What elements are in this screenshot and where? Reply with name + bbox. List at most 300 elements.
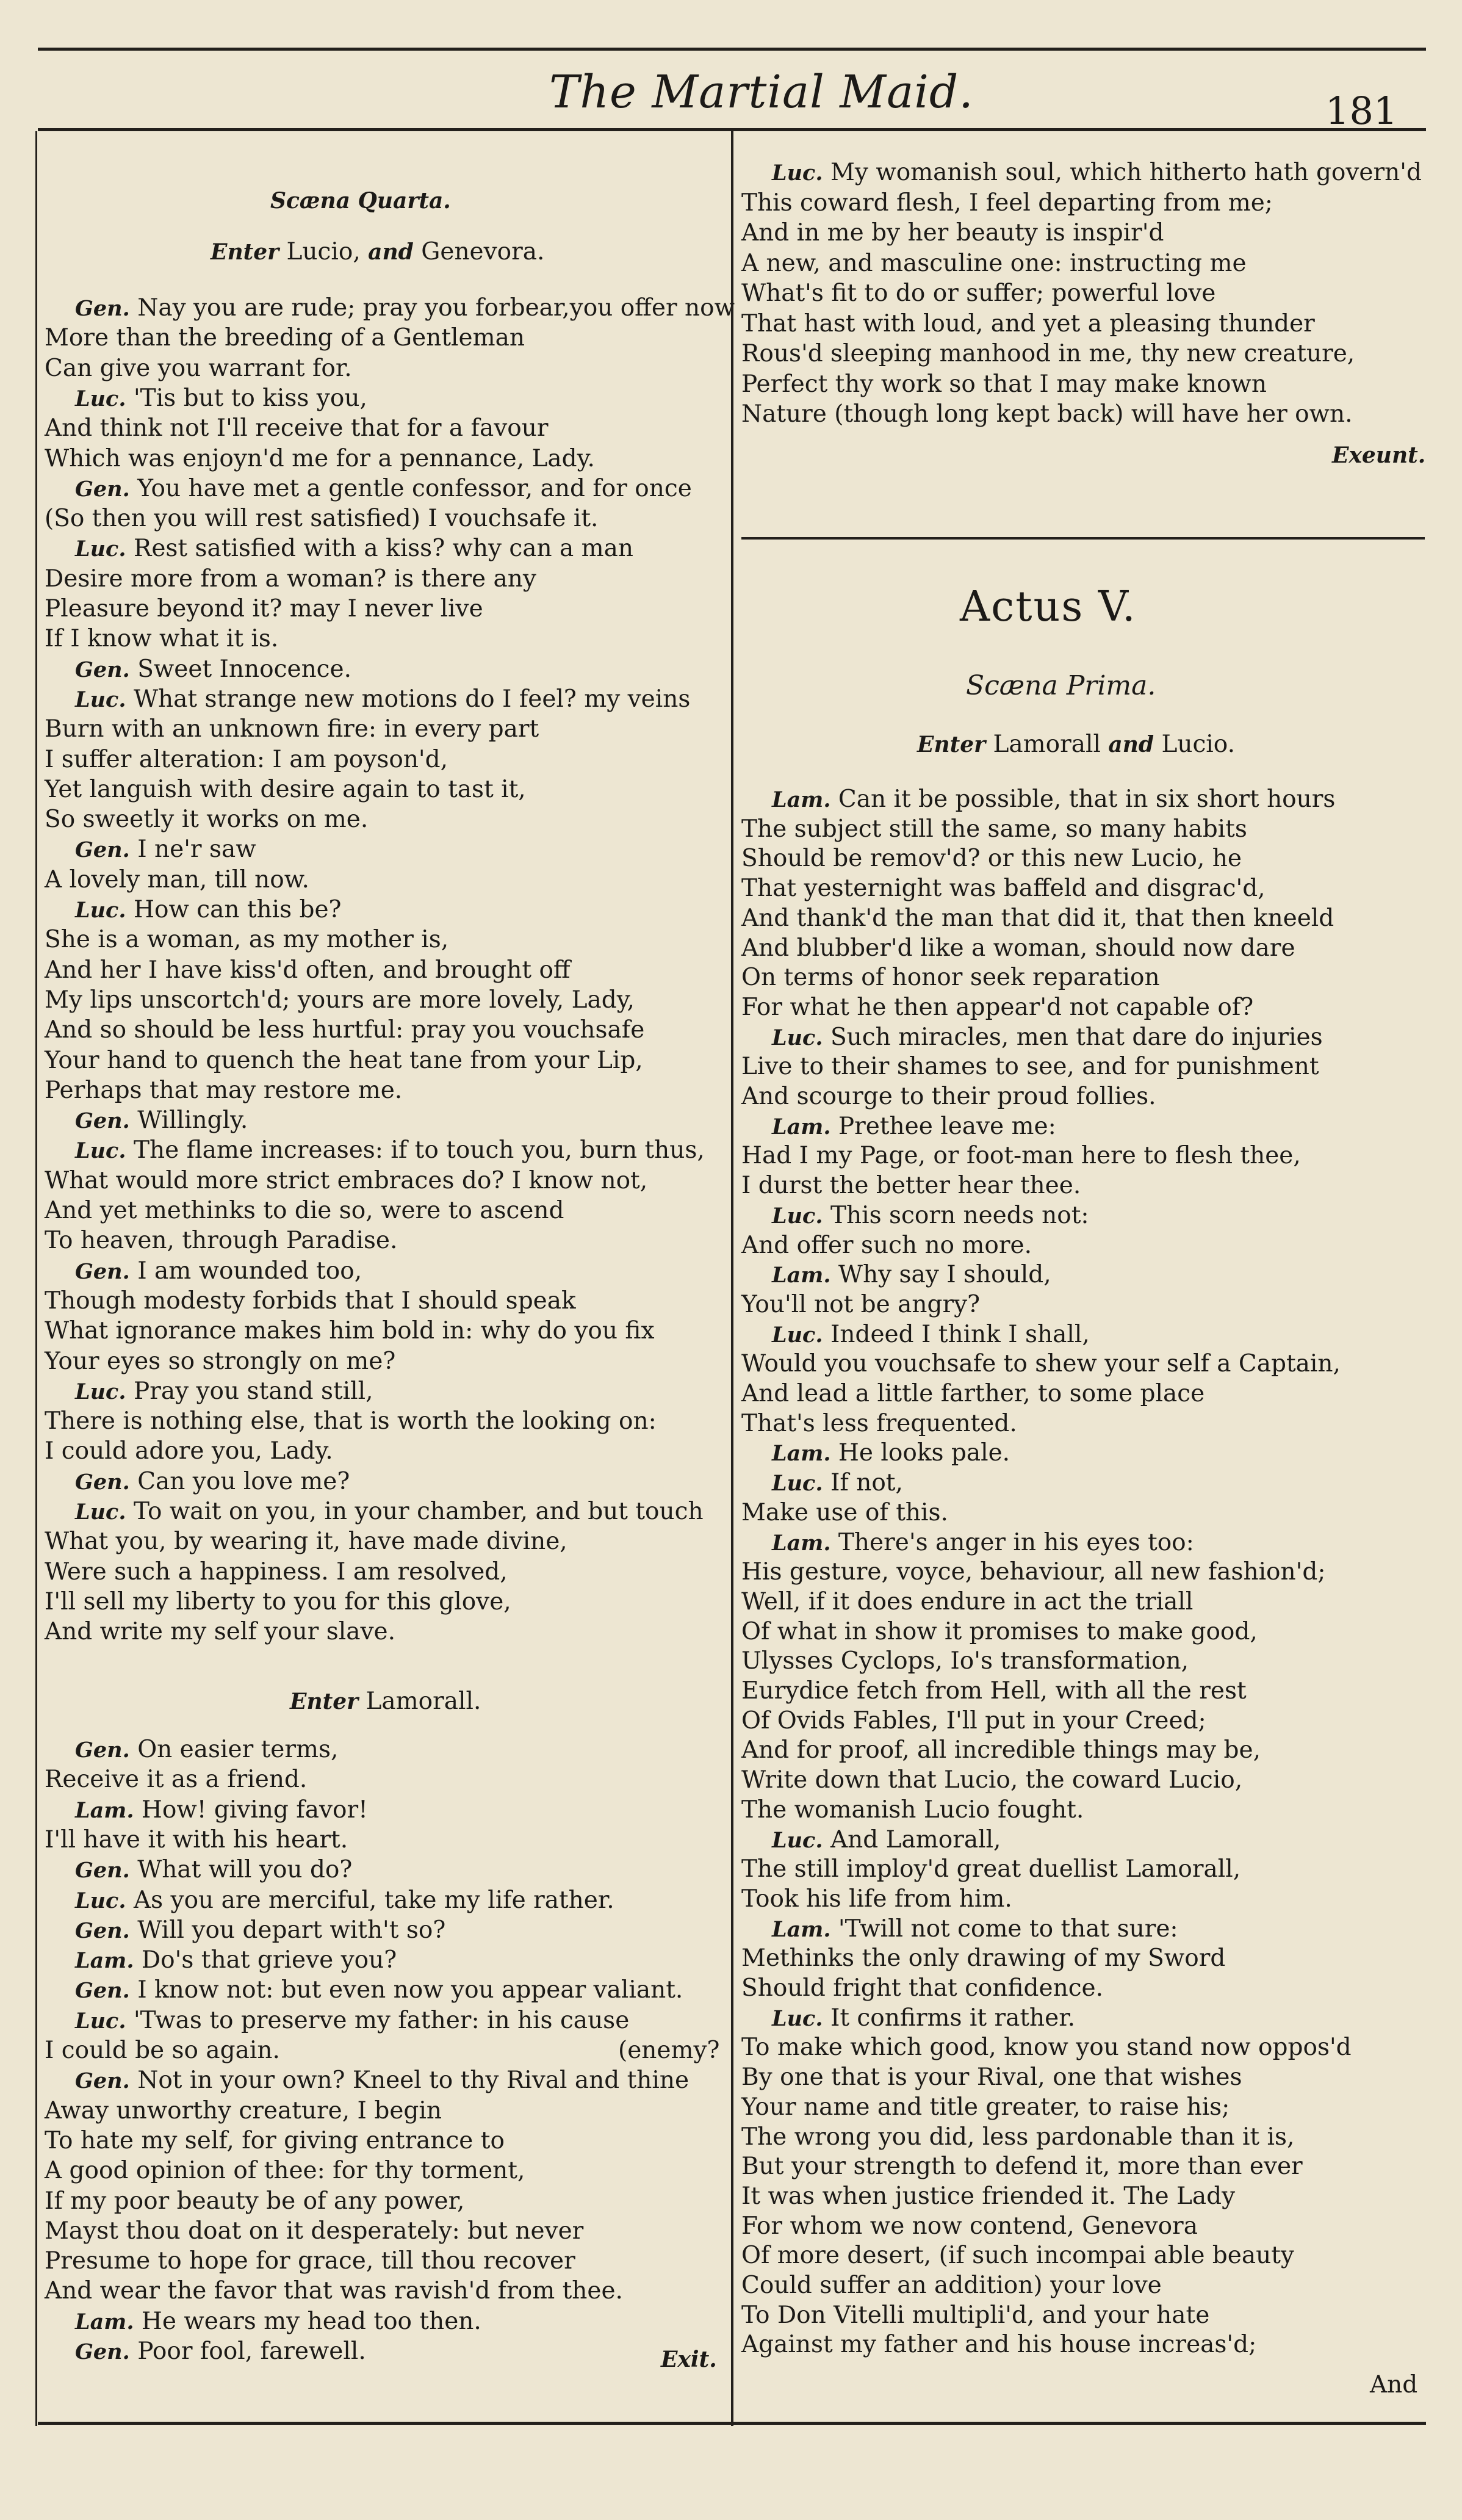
verse-line <box>741 992 1253 1023</box>
line-text: What you, by wearing it, have made divine, <box>45 1528 567 1556</box>
verse-line <box>45 1316 654 1346</box>
line-text: How can this be? <box>126 896 342 923</box>
line-text: The still imploy'd great duellist Lamorall, <box>741 1855 1241 1883</box>
line-text: I'll sell my liberty to you for this glove, <box>45 1587 511 1616</box>
speaker-label: Luc. <box>75 536 126 562</box>
turnover-text: (enemy? <box>618 2037 720 2064</box>
verse-line <box>45 444 595 474</box>
verse-line <box>45 804 368 835</box>
scene-heading-right: Scæna Prima. <box>966 670 1156 701</box>
line-text: To Don Vitelli multipli'd, and your hate <box>741 2301 1210 2329</box>
speaker-label: Lam. <box>772 1530 831 1556</box>
left-margin-rule <box>35 131 37 2426</box>
speaker-label: Luc. <box>75 1379 126 1404</box>
verse-line <box>75 1135 705 1166</box>
verse-line <box>741 1409 1017 1439</box>
speaker-label: Gen. <box>75 1738 130 1763</box>
verse-line <box>772 1022 1323 1053</box>
line-text: Mayst thou doat on it desperately: but never <box>45 2217 584 2245</box>
verse-line <box>75 1376 373 1407</box>
line-text: Prethee leave me: <box>830 1112 1056 1140</box>
verse-line <box>741 1884 1012 1915</box>
verse-line <box>741 962 1160 993</box>
line-text: Burn with an unknown fire: in every part <box>45 715 539 743</box>
verse-line <box>741 873 1266 904</box>
line-text: And for proof, all incredible things may be, <box>741 1736 1261 1764</box>
line-text: Indeed I think I shall, <box>823 1320 1090 1348</box>
verse-line <box>45 2035 720 2066</box>
verse-line <box>75 1735 338 1766</box>
verse-line <box>75 1915 445 1946</box>
line-text: Do's that grieve you? <box>134 1946 397 1974</box>
line-text: I suffer alteration: I am poyson'd, <box>45 745 448 773</box>
speaker-label: Gen. <box>75 657 130 682</box>
line-text: What ignorance makes him bold in: why do you fix <box>45 1317 655 1345</box>
verse-line <box>75 654 351 685</box>
line-text: And blubber'd like a woman, should now dare <box>741 934 1295 962</box>
verse-line <box>45 985 635 1016</box>
verse-line <box>75 1496 704 1528</box>
verse-line <box>45 1015 644 1045</box>
line-text: Live to their shames to see, and for punishment <box>741 1053 1319 1081</box>
line-text: Nay you are rude; pray you forbear,you offer now <box>129 294 735 322</box>
verse-line <box>75 834 256 865</box>
line-text: That hast with loud, and yet a pleasing thunder <box>741 309 1315 338</box>
line-text: This scorn needs not: <box>823 1201 1089 1229</box>
line-text: How! giving favor! <box>134 1796 368 1824</box>
verse-line <box>75 1975 683 2006</box>
line-text: Of Ovids Fables, I'll put in your Creed; <box>741 1706 1206 1735</box>
line-text: To wait on you, in your chamber, and but touch <box>126 1498 704 1525</box>
line-text: If not, <box>823 1469 903 1497</box>
verse-line <box>45 1166 647 1196</box>
line-text: To hate my self, for giving entrance to <box>45 2126 505 2154</box>
line-text: Pray you stand still, <box>126 1377 373 1405</box>
enter-names-right: Lamorall <box>985 731 1109 758</box>
speaker-label: Gen. <box>75 296 130 321</box>
line-text: And yet methinks to die so, were to ascend <box>45 1197 564 1224</box>
line-text: A new, and masculine one: instructing me <box>741 249 1247 277</box>
verse-line <box>75 293 735 324</box>
line-text: (So then you will rest satisfied) I vouchsafe it. <box>45 505 599 533</box>
exeunt-direction: Exeunt. <box>1332 442 1426 468</box>
line-text: And write my self your slave. <box>45 1618 396 1646</box>
verse-line <box>45 594 483 624</box>
verse-line <box>75 684 690 715</box>
speaker-label: Luc. <box>75 1500 126 1525</box>
verse-line <box>741 2211 1198 2242</box>
line-text: She is a woman, as my mother is, <box>45 926 449 954</box>
verse-line <box>45 1764 307 1795</box>
scene-heading: Scæna Quarta. <box>270 188 451 214</box>
verse-line <box>741 1706 1206 1736</box>
verse-line <box>75 383 367 414</box>
line-text: And Lamorall, <box>823 1825 1001 1854</box>
speaker-label: Lam. <box>772 1441 831 1467</box>
line-text: Had I my Page, or foot-man here to flesh thee, <box>741 1142 1301 1170</box>
verse-line <box>741 814 1247 845</box>
verse-line <box>75 1467 350 1498</box>
verse-line <box>45 1196 564 1226</box>
speaker-label: Luc. <box>75 386 126 411</box>
exit-direction: Exit. <box>661 2347 717 2372</box>
stage-direction-enter-right <box>917 731 1235 758</box>
line-text: Your name and title greater, to raise his; <box>741 2093 1230 2121</box>
verse-line <box>741 2122 1294 2153</box>
verse-line <box>741 399 1353 430</box>
line-text: Ulysses Cyclops, Io's transformation, <box>741 1647 1189 1675</box>
right-column <box>741 0 1425 2520</box>
verse-line <box>772 1528 1194 1559</box>
verse-line <box>45 2126 505 2156</box>
line-text: And wear the favor that was ravish'd from thee. <box>45 2277 623 2305</box>
verse-line <box>45 774 526 805</box>
verse-line <box>45 745 448 775</box>
line-text: The subject still the same, so many habits <box>741 815 1247 843</box>
line-text: On terms of honor seek reparation <box>741 964 1160 992</box>
speaker-label: Gen. <box>75 476 130 502</box>
speaker-label: Gen. <box>75 1258 130 1284</box>
line-text: Receive it as a friend. <box>45 1766 308 1794</box>
verse-line <box>45 413 549 444</box>
speaker-label: Gen. <box>75 1858 130 1883</box>
line-text: More than the breeding of a Gentleman <box>45 324 525 352</box>
speaker-label: Gen. <box>75 1469 130 1495</box>
line-text: Your hand to quench the heat tane from your Lip, <box>45 1046 643 1074</box>
page-number: 181 <box>1325 88 1398 133</box>
verse-line <box>75 474 692 505</box>
verse-line <box>772 784 1335 815</box>
line-text: Rous'd sleeping manhood in me, thy new creature, <box>741 340 1355 367</box>
verse-line <box>45 1587 511 1617</box>
column-divider <box>731 131 733 2426</box>
speaker-label: Gen. <box>75 1918 130 1943</box>
verse-line <box>45 955 571 986</box>
line-text: I know not: but even now you appear valiant. <box>129 1976 683 2004</box>
verse-line <box>45 1226 397 1256</box>
verse-line <box>741 2151 1303 2182</box>
enter-names: Lucio, <box>279 238 369 265</box>
speaker-label: Lam. <box>75 1797 134 1823</box>
line-text: Such miracles, men that dare do injuries <box>823 1023 1323 1051</box>
verse-line <box>741 1081 1156 1112</box>
speaker-label: Luc. <box>772 1322 823 1348</box>
verse-line <box>741 1973 1103 2004</box>
speaker-label: Lam. <box>75 2309 134 2334</box>
verse-line <box>741 339 1355 369</box>
enter-word-right: Enter <box>917 732 986 757</box>
speaker-label: Luc. <box>772 2006 823 2031</box>
line-text: And offer such no more. <box>741 1231 1032 1259</box>
verse-line <box>75 1795 368 1826</box>
verse-line <box>75 1885 614 1916</box>
line-text: Pleasure beyond it? may I never live <box>45 595 483 623</box>
verse-line <box>772 1438 1010 1469</box>
line-text: It confirms it rather. <box>823 2004 1075 2032</box>
line-text: What would more strict embraces do? I know not, <box>45 1166 648 1194</box>
line-text: That yesternight was baffeld and disgrac'd, <box>741 875 1266 903</box>
line-text: It was when justice friended it. The Lady <box>741 2182 1236 2210</box>
act-heading: Actus V. <box>960 583 1137 631</box>
verse-line <box>741 2032 1352 2063</box>
verse-line <box>741 2092 1230 2123</box>
verse-line <box>45 1526 567 1557</box>
line-text: Perfect thy work so that I may make known <box>741 370 1267 398</box>
speaker-label: Gen. <box>75 2068 130 2094</box>
line-text: You'll not be angry? <box>741 1290 981 1318</box>
speaker-label: Gen. <box>75 837 130 863</box>
verse-line <box>45 1346 395 1377</box>
line-text: There's anger in his eyes too: <box>830 1528 1194 1556</box>
line-text: A good opinion of thee: for thy torment, <box>45 2157 525 2185</box>
verse-line <box>75 2306 481 2338</box>
line-text: 'Twas to preserve my father: in his cause <box>126 2006 630 2034</box>
verse-line <box>741 2270 1162 2301</box>
line-text: I'll have it with his heart. <box>45 1825 348 1854</box>
speaker-label: Lam. <box>772 1916 831 1942</box>
line-text: And scourge to their proud follies. <box>741 1083 1156 1110</box>
line-text: He looks pale. <box>830 1439 1010 1467</box>
enter-names-right-2: Lucio. <box>1154 731 1235 758</box>
verse-line <box>741 369 1267 400</box>
line-text: As you are merciful, take my life rather. <box>126 1886 614 1914</box>
line-text: Methinks the only drawing of my Sword <box>741 1944 1226 1973</box>
verse-line <box>741 2330 1256 2360</box>
line-text: Yet languish with desire again to tast it, <box>45 775 526 803</box>
verse-line <box>45 2246 575 2276</box>
line-text: Not in your own? Kneel to thy Rival and thine <box>129 2067 690 2095</box>
speaker-label: Luc. <box>75 687 126 712</box>
verse-line <box>75 1945 397 1976</box>
verse-line <box>741 843 1242 874</box>
verse-line <box>741 1676 1247 1706</box>
line-text: I am wounded too, <box>129 1257 362 1285</box>
line-text: If my poor beauty be of any power, <box>45 2187 465 2215</box>
line-text: Well, if it does endure in act the triall <box>741 1587 1194 1616</box>
verse-line <box>75 2006 629 2037</box>
line-text: Took his life from him. <box>741 1885 1012 1913</box>
line-text: A lovely man, till now. <box>45 865 309 894</box>
act-rule <box>741 537 1425 540</box>
verse-line <box>75 1256 362 1287</box>
line-text: 'Twill not come to that sure: <box>830 1915 1178 1943</box>
line-text: Away unworthy creature, I begin <box>45 2096 442 2125</box>
verse-line <box>45 564 536 594</box>
enter-word-2: Enter <box>290 1689 359 1714</box>
line-text: There is nothing else, that is worth the looking on: <box>45 1407 657 1435</box>
enter-and: and <box>368 239 414 265</box>
verse-line <box>741 188 1273 218</box>
line-text: Poor fool, farewell. <box>129 2338 366 2365</box>
verse-line <box>741 248 1247 279</box>
verse-line <box>741 1646 1189 1677</box>
verse-line <box>75 2065 689 2096</box>
verse-line <box>741 1230 1032 1261</box>
speaker-label: Luc. <box>75 2008 126 2034</box>
verse-line <box>45 2276 623 2306</box>
speaker-label: Luc. <box>772 1025 823 1050</box>
speaker-label: Gen. <box>75 1108 130 1134</box>
enter-and-right: and <box>1108 732 1154 757</box>
verse-line <box>741 2240 1294 2271</box>
line-text: Eurydice fetch from Hell, with all the rest <box>741 1677 1247 1705</box>
line-text: Which was enjoyn'd me for a pennance, Lady. <box>45 444 595 472</box>
line-text: The womanish Lucio fought. <box>741 1796 1084 1824</box>
line-text: And lead a little farther, to some place <box>741 1380 1205 1407</box>
verse-line <box>45 1436 333 1467</box>
verse-line <box>75 1105 248 1136</box>
verse-line <box>75 1855 352 1886</box>
line-text: Would you vouchsafe to shew your self a Captain, <box>741 1350 1341 1378</box>
line-text: I durst the better hear thee. <box>741 1172 1081 1200</box>
line-text: Can it be possible, that in six short hours <box>830 785 1336 813</box>
verse-line <box>75 2336 366 2367</box>
line-text: And think not I'll receive that for a favour <box>45 414 549 442</box>
line-text: By one that is your Rival, one that wishes <box>741 2063 1242 2092</box>
line-text: 'Tis but to kiss you, <box>126 384 367 412</box>
line-text: Could suffer an addition) your love <box>741 2272 1162 2299</box>
line-text: What will you do? <box>129 1856 353 1884</box>
line-text: I ne'r saw <box>129 836 256 864</box>
line-text: Your eyes so strongly on me? <box>45 1347 396 1375</box>
line-text: I could be so again. <box>45 2037 280 2064</box>
line-text: Can you love me? <box>129 1467 350 1495</box>
line-text: This coward flesh, I feel departing from me; <box>741 189 1273 217</box>
verse-line <box>741 1795 1084 1825</box>
enter-word: Enter <box>211 239 279 265</box>
verse-line <box>741 2300 1209 2331</box>
speaker-label: Luc. <box>75 1888 126 1913</box>
speaker-label: Lam. <box>772 787 831 812</box>
verse-line <box>45 353 352 384</box>
line-text: So sweetly it works on me. <box>45 806 369 834</box>
line-text: Rest satisfied with a kiss? why can a man <box>126 535 634 563</box>
left-column <box>45 0 735 2520</box>
verse-line <box>45 2156 525 2186</box>
verse-line <box>772 1914 1178 1945</box>
running-title: The Martial Maid. <box>549 66 974 118</box>
verse-line <box>741 1290 980 1320</box>
verse-line <box>772 1825 1001 1856</box>
line-text: The flame increases: if to touch you, burn thus, <box>126 1136 705 1164</box>
enter-names-2: Genevora. <box>413 238 545 265</box>
verse-line <box>772 1111 1056 1143</box>
verse-line <box>741 2062 1242 2093</box>
verse-line <box>45 865 309 895</box>
line-text: And thank'd the man that did it, that then kneeld <box>741 904 1334 932</box>
verse-line <box>75 895 341 926</box>
verse-line <box>741 1735 1261 1766</box>
line-text: Why say I should, <box>830 1261 1051 1289</box>
verse-line <box>772 1468 903 1499</box>
line-text: My womanish soul, which hitherto hath govern'd <box>823 159 1422 186</box>
verse-line <box>45 1617 395 1647</box>
verse-line <box>741 1854 1241 1885</box>
line-text: Will you depart with't so? <box>129 1916 446 1944</box>
verse-line <box>741 903 1334 934</box>
verse-line <box>741 1498 948 1528</box>
line-text: Of what in show it promises to make good, <box>741 1617 1258 1645</box>
line-text: Should fright that confidence. <box>741 1974 1104 2002</box>
line-text: On easier terms, <box>129 1736 339 1763</box>
verse-line <box>45 1557 508 1587</box>
line-text: Against my father and his house increas'd; <box>741 2331 1257 2359</box>
line-text: And so should be less hurtful: pray you vouchsafe <box>45 1016 645 1044</box>
verse-line <box>45 1825 348 1855</box>
stage-direction-enter-lamorall <box>290 1688 481 1715</box>
verse-line <box>741 1349 1341 1379</box>
verse-line <box>741 309 1315 339</box>
speaker-label: Luc. <box>772 161 823 186</box>
verse-line <box>741 278 1215 309</box>
verse-line <box>741 1141 1301 1171</box>
line-text: Make use of this. <box>741 1498 948 1526</box>
line-text: Though modesty forbids that I should speak <box>45 1287 576 1315</box>
line-text: His gesture, voyce, behaviour, all new fashion'd; <box>741 1558 1326 1586</box>
line-text: Perhaps that may restore me. <box>45 1076 403 1104</box>
verse-line <box>741 933 1295 964</box>
verse-line <box>45 925 448 955</box>
verse-line <box>45 323 525 353</box>
line-text: If I know what it is. <box>45 625 279 653</box>
verse-line <box>772 1200 1089 1232</box>
line-text: That's less frequented. <box>741 1409 1017 1437</box>
verse-line <box>75 533 633 565</box>
verse-line <box>741 218 1164 248</box>
verse-line <box>45 1045 643 1076</box>
verse-line <box>741 1943 1225 1974</box>
verse-line <box>45 714 539 745</box>
line-text: To make which good, know you stand now oppos'd <box>741 2034 1352 2062</box>
speaker-label: Luc. <box>772 1471 823 1496</box>
verse-line <box>45 2186 464 2217</box>
verse-line <box>741 1587 1193 1617</box>
line-text: Presume to hope for grace, till thou recover <box>45 2247 575 2275</box>
line-text: And in me by her beauty is inspir'd <box>741 219 1164 247</box>
line-text: What's fit to do or suffer; powerful love <box>741 280 1216 307</box>
verse-line <box>741 2181 1235 2212</box>
line-text: I could adore you, Lady. <box>45 1437 333 1465</box>
verse-line <box>741 1052 1319 1082</box>
line-text: Sweet Innocence. <box>129 655 352 683</box>
verse-line <box>772 157 1422 189</box>
catchword: And <box>1370 2371 1418 2399</box>
line-text: He wears my head too then. <box>134 2307 481 2335</box>
line-text: For whom we now contend, Genevora <box>741 2212 1198 2240</box>
line-text: To heaven, through Paradise. <box>45 1227 398 1255</box>
speaker-label: Lam. <box>75 1948 134 1974</box>
line-text: But your strength to defend it, more than ever <box>741 2153 1303 2181</box>
line-text: My lips unscortch'd; yours are more lovely, Lady, <box>45 986 635 1014</box>
line-text: The wrong you did, less pardonable than it is, <box>741 2123 1295 2151</box>
verse-line <box>741 1171 1081 1201</box>
line-text: Were such a happiness. I am resolved, <box>45 1558 508 1586</box>
line-text: Of more desert, (if such incompai able beauty <box>741 2242 1294 2270</box>
verse-line <box>45 2096 442 2126</box>
verse-line <box>45 624 278 654</box>
line-text: For what he then appear'd not capable of? <box>741 993 1254 1021</box>
enter-names-lamorall: Lamorall. <box>358 1688 481 1715</box>
verse-line <box>741 1379 1205 1409</box>
stage-direction-enter <box>211 238 544 265</box>
speaker-label: Gen. <box>75 2339 130 2364</box>
speaker-label: Lam. <box>772 1114 831 1139</box>
verse-line <box>45 504 598 534</box>
verse-line <box>772 1260 1051 1291</box>
verse-line <box>45 2216 583 2247</box>
line-text: Desire more from a woman? is there any <box>45 565 536 593</box>
verse-line <box>772 2003 1075 2034</box>
